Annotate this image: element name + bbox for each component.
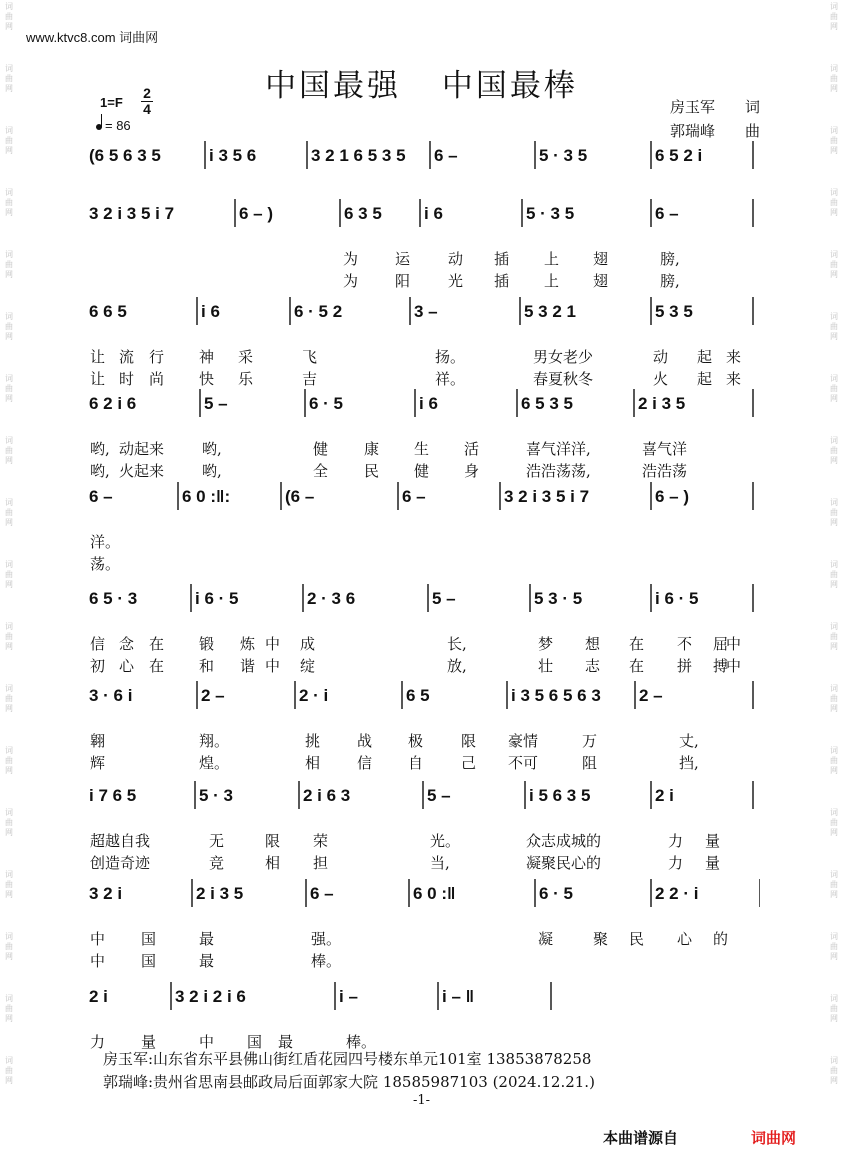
lyric-word: 洋。 <box>90 533 121 551</box>
address-lyricist: 房玉军:山东省东平县佛山街红盾花园四号楼东单元101室 13853878258 <box>103 1050 592 1068</box>
composer-role: 曲 <box>744 122 760 140</box>
lyric-word: 康 <box>364 440 380 458</box>
lyric-line <box>85 752 760 774</box>
lyric-word: 想 <box>585 635 601 653</box>
watermark-text: 词 曲 网 <box>5 2 13 31</box>
watermark-text: 词 曲 网 <box>830 1056 838 1085</box>
lyric-word: 光。 <box>430 832 461 850</box>
lyric-word: 喜气洋洋, <box>526 440 591 458</box>
measure: 5 – <box>432 589 456 608</box>
measure: 2 i <box>655 786 674 805</box>
watermark-text: 词 曲 网 <box>830 994 838 1023</box>
lyric-word: 翔。 <box>199 732 230 750</box>
lyric-word: 限 <box>265 832 281 850</box>
watermark-text: 词 曲 网 <box>830 622 838 651</box>
lyric-word: 来 <box>726 370 742 388</box>
lyric-word: 丈, <box>679 732 699 750</box>
watermark-text: 词 曲 网 <box>830 436 838 465</box>
watermark-text: 词 曲 网 <box>830 808 838 837</box>
key-signature: 1=F <box>100 95 123 110</box>
measure: 6 2 i 6 <box>89 394 137 413</box>
lyric-word: 最 <box>199 930 215 948</box>
lyric-word: 在 <box>149 657 165 675</box>
notation-line <box>85 983 760 1017</box>
measure: 3 2 i 3 5 i 7 <box>504 487 590 506</box>
address-composer: 郭瑞峰:贵州省思南县邮政局后面郭家大院 18585987103 (2024.12.21.) <box>103 1073 595 1091</box>
measure: i 3 5 6 5 6 3 <box>511 686 601 705</box>
lyric-word: 不可 <box>508 754 539 772</box>
lyric-line <box>85 950 760 972</box>
lyric-word: 浩浩荡 <box>642 462 688 480</box>
watermark-text: 词 曲 网 <box>5 312 13 341</box>
lyric-word: 豪情 <box>508 732 539 750</box>
measure: (6 – <box>285 487 315 506</box>
measure: 2 i 6 3 <box>303 786 351 805</box>
measure: 6 – <box>310 884 334 903</box>
lyric-word: 量 <box>705 854 721 872</box>
lyricist-name: 房玉军 <box>670 98 716 116</box>
lyric-word: 扬。 <box>435 348 466 366</box>
lyric-line <box>85 531 760 553</box>
measure: 6 3 5 <box>344 204 382 223</box>
lyric-line <box>85 830 760 852</box>
measure: 5 · 3 <box>199 786 234 805</box>
composer-name: 郭瑞峰 <box>670 122 716 140</box>
lyric-word: 民 <box>629 930 645 948</box>
measure: 3 2 i <box>89 884 123 903</box>
notation-line <box>85 585 760 619</box>
lyric-word: 凝 <box>538 930 554 948</box>
measure: 5 3 5 <box>655 302 693 321</box>
watermark-text: 词 曲 网 <box>830 64 838 93</box>
watermark-text: 词 曲 网 <box>5 64 13 93</box>
lyric-word: 光 <box>448 272 464 290</box>
lyric-word: 国 <box>247 1033 263 1051</box>
watermark-text: 词 曲 网 <box>5 126 13 155</box>
watermark-text: 词 曲 网 <box>830 746 838 775</box>
measure: 6 5 3 5 <box>521 394 573 413</box>
watermark-text: 词 曲 网 <box>830 2 838 31</box>
tempo-value: = 86 <box>105 118 131 133</box>
lyric-word: 哟, <box>202 440 222 458</box>
lyric-word: 超越自我 <box>90 832 151 850</box>
lyric-word: 健 <box>414 462 430 480</box>
lyric-word: 煌。 <box>199 754 230 772</box>
lyric-word: 在 <box>629 635 645 653</box>
measure: 2 – <box>639 686 663 705</box>
measure: i 6 <box>201 302 220 321</box>
measure: 5 3 · 5 <box>534 589 583 608</box>
lyric-line <box>85 460 760 482</box>
lyric-word: 乐 <box>238 370 254 388</box>
watermark-text: 词 曲 网 <box>5 1056 13 1085</box>
lyric-word: 膀, <box>660 250 680 268</box>
lyric-word: 采 <box>238 348 254 366</box>
lyric-word: 念 <box>119 635 135 653</box>
measure: 6 5 · 3 <box>89 589 138 608</box>
lyric-word: 挡, <box>679 754 699 772</box>
measure: i 3 5 6 <box>209 146 257 165</box>
lyric-word: 的 <box>713 930 729 948</box>
lyric-word: 上 <box>544 272 560 290</box>
lyric-word: 活 <box>464 440 480 458</box>
lyric-word: 相 <box>265 854 281 872</box>
measure: 2 i 3 5 <box>196 884 244 903</box>
lyric-word: 力 <box>90 1033 106 1051</box>
lyric-word: 锻 <box>199 635 215 653</box>
lyric-word: 神 <box>199 348 215 366</box>
lyric-word: 战 <box>357 732 373 750</box>
notation-line <box>85 200 760 234</box>
lyric-word: 初 <box>90 657 106 675</box>
lyric-word: 时 <box>119 370 135 388</box>
lyric-word: 尚 <box>149 370 165 388</box>
time-signature <box>141 86 153 117</box>
lyric-line <box>85 655 760 677</box>
measure: i 6 <box>419 394 438 413</box>
lyric-line <box>85 346 760 368</box>
measure: 6 – ) <box>655 487 690 506</box>
lyric-word: 翅 <box>593 272 609 290</box>
lyric-word: 让 <box>90 370 106 388</box>
lyric-word: 辉 <box>90 754 106 772</box>
lyric-word: 拼 <box>677 657 693 675</box>
lyric-word: 插 <box>494 250 510 268</box>
lyric-word: 哟, <box>202 462 222 480</box>
measure: 2 i <box>89 987 108 1006</box>
lyric-word: 插 <box>494 272 510 290</box>
lyric-word: 创造奇迹 <box>90 854 151 872</box>
lyric-word: 凝聚民心的 <box>526 854 602 872</box>
lyric-word: 哟, <box>90 462 110 480</box>
notation-line <box>85 782 760 816</box>
lyric-word: 限 <box>461 732 477 750</box>
measure: i 6 · 5 <box>655 589 699 608</box>
lyric-word: 力 <box>668 832 684 850</box>
lyric-word: 自 <box>408 754 424 772</box>
lyric-word: 全 <box>313 462 329 480</box>
lyric-word: 当, <box>430 854 450 872</box>
lyric-line <box>85 270 760 292</box>
lyric-word: 为 <box>343 250 359 268</box>
watermark-text: 词 曲 网 <box>830 932 838 961</box>
lyric-word: 快 <box>199 370 215 388</box>
watermark-text: 词 曲 网 <box>5 870 13 899</box>
right-watermark-strip <box>825 0 843 1172</box>
lyric-word: 屈 <box>713 635 729 653</box>
lyric-word: 中 <box>265 657 281 675</box>
lyricist-credit <box>670 96 760 117</box>
lyric-word: 梦 <box>538 635 554 653</box>
lyric-word: 担 <box>313 854 329 872</box>
lyric-word: 搏 <box>713 657 729 675</box>
measure: 5 – <box>204 394 228 413</box>
song-title: 中国最强 中国最棒 <box>265 68 578 104</box>
measure: i – ‖ <box>442 987 475 1006</box>
lyric-word: 在 <box>149 635 165 653</box>
watermark-text: 词 曲 网 <box>5 374 13 403</box>
watermark-text: 词 曲 网 <box>830 498 838 527</box>
lyric-word: 谐 <box>240 657 256 675</box>
measure: 6 – <box>89 487 113 506</box>
lyric-word: 信 <box>357 754 373 772</box>
measure: 2 · 3 6 <box>307 589 356 608</box>
measure: 3 2 1 6 5 3 5 <box>311 146 406 165</box>
lyric-word: 众志成城的 <box>526 832 602 850</box>
lyric-word: 中 <box>726 657 742 675</box>
lyric-word: 在 <box>629 657 645 675</box>
lyric-word: 国 <box>141 930 157 948</box>
measure: i 6 <box>424 204 443 223</box>
watermark-text: 词 曲 网 <box>830 126 838 155</box>
lyric-word: 竞 <box>209 854 225 872</box>
lyric-word: 志 <box>585 657 601 675</box>
lyric-word: 中 <box>90 930 106 948</box>
left-watermark-strip <box>0 0 18 1172</box>
lyric-word: 吉 <box>302 370 318 388</box>
lyric-word: 翅 <box>593 250 609 268</box>
lyric-word: 最 <box>278 1033 294 1051</box>
lyric-word: 为 <box>343 272 359 290</box>
measure: 6 · 5 <box>539 884 574 903</box>
measure: 6 – <box>402 487 426 506</box>
lyric-word: 火起来 <box>119 462 165 480</box>
lyric-word: 心 <box>677 930 693 948</box>
lyric-word: 棒。 <box>346 1033 377 1051</box>
lyric-word: 行 <box>149 348 165 366</box>
lyric-word: 生 <box>414 440 430 458</box>
lyric-word: 起 <box>697 348 713 366</box>
watermark-text: 词 曲 网 <box>5 932 13 961</box>
measure: (6 5 6 3 5 <box>89 146 161 165</box>
time-signature-top: 2 <box>143 85 151 101</box>
lyric-word: 动 <box>653 348 669 366</box>
watermark-text: 词 曲 网 <box>5 188 13 217</box>
measure: 5 3 2 1 <box>524 302 576 321</box>
lyric-word: 挑 <box>305 732 321 750</box>
lyric-word: 来 <box>726 348 742 366</box>
measure: 2 – <box>201 686 225 705</box>
watermark-text: 词 曲 网 <box>5 498 13 527</box>
lyric-word: 和 <box>199 657 215 675</box>
watermark-text: 词 曲 网 <box>5 808 13 837</box>
source-label: 本曲谱源自 <box>603 1129 679 1147</box>
lyric-line <box>85 730 760 752</box>
lyric-word: 动起来 <box>119 440 165 458</box>
notation-line <box>85 142 760 176</box>
lyric-word: 动 <box>448 250 464 268</box>
lyric-word: 民 <box>364 462 380 480</box>
lyric-word: 信 <box>90 635 106 653</box>
notation-line <box>85 390 760 424</box>
lyric-word: 万 <box>582 732 598 750</box>
lyric-word: 健 <box>313 440 329 458</box>
measure: 5 · 3 5 <box>539 146 588 165</box>
watermark-text: 词 曲 网 <box>5 250 13 279</box>
lyric-word: 成 <box>300 635 316 653</box>
lyric-word: 祥。 <box>435 370 466 388</box>
lyric-word: 壮 <box>538 657 554 675</box>
lyric-line <box>85 852 760 874</box>
quarter-note-icon <box>96 124 102 130</box>
watermark-text: 词 曲 网 <box>830 374 838 403</box>
tempo-marking <box>96 118 131 133</box>
notation-line <box>85 682 760 716</box>
lyric-word: 长, <box>447 635 467 653</box>
watermark-text: 词 曲 网 <box>5 994 13 1023</box>
measure: i 6 · 5 <box>195 589 239 608</box>
measure: 5 · 3 5 <box>526 204 575 223</box>
lyric-word: 身 <box>464 462 480 480</box>
lyric-word: 放, <box>447 657 467 675</box>
lyric-line <box>85 553 760 575</box>
watermark-text: 词 曲 网 <box>830 188 838 217</box>
lyric-word: 国 <box>141 952 157 970</box>
lyric-line <box>85 438 760 460</box>
measure: i 5 6 3 5 <box>529 786 591 805</box>
watermark-text: 词 曲 网 <box>5 684 13 713</box>
lyric-word: 荡。 <box>90 555 121 573</box>
measure: 2 2 · i <box>655 884 699 903</box>
measure: 6 0 :‖ <box>413 884 456 903</box>
watermark-text: 词 曲 网 <box>5 622 13 651</box>
lyric-word: 飞 <box>302 348 318 366</box>
watermark-text: 词 曲 网 <box>5 746 13 775</box>
measure: i 7 6 5 <box>89 786 137 805</box>
lyric-word: 浩浩荡荡, <box>526 462 591 480</box>
measure: 6 5 <box>406 686 430 705</box>
watermark-text: 词 曲 网 <box>5 436 13 465</box>
notation-line <box>85 483 760 517</box>
lyric-line <box>85 928 760 950</box>
measure: 6 – <box>655 204 679 223</box>
lyric-word: 荣 <box>313 832 329 850</box>
watermark-text: 词 曲 网 <box>830 312 838 341</box>
lyric-word: 最 <box>199 952 215 970</box>
source-site[interactable]: 词曲网 <box>751 1129 797 1147</box>
measure: 6 · 5 <box>309 394 344 413</box>
lyric-word: 翱 <box>90 732 106 750</box>
lyric-word: 中 <box>90 952 106 970</box>
watermark-text: 词 曲 网 <box>830 560 838 589</box>
measure: 6 – <box>434 146 458 165</box>
lyric-word: 中 <box>199 1033 215 1051</box>
lyric-word: 绽 <box>300 657 316 675</box>
lyric-word: 让 <box>90 348 106 366</box>
measure: 3 2 i 2 i 6 <box>175 987 246 1006</box>
lyric-word: 火 <box>653 370 669 388</box>
lyric-word: 极 <box>408 732 424 750</box>
lyric-word: 哟, <box>90 440 110 458</box>
watermark-text: 词 曲 网 <box>830 870 838 899</box>
lyric-word: 男女老少 <box>533 348 594 366</box>
composer-credit <box>670 120 760 141</box>
lyric-word: 聚 <box>593 930 609 948</box>
measure: 2 · i <box>299 686 329 705</box>
measure: 6 6 5 <box>89 302 127 321</box>
lyric-word: 强。 <box>311 930 342 948</box>
measure: 3 2 i 3 5 i 7 <box>89 204 175 223</box>
watermark-text: 词 曲 网 <box>830 250 838 279</box>
lyric-word: 量 <box>705 832 721 850</box>
page-number: -1- <box>412 1093 431 1108</box>
lyric-word: 己 <box>461 754 477 772</box>
time-signature-bottom: 4 <box>143 101 151 117</box>
lyric-word: 心 <box>119 657 135 675</box>
measure: 6 – ) <box>239 204 274 223</box>
measure: 3 – <box>414 302 438 321</box>
lyric-word: 运 <box>395 250 411 268</box>
lyric-word: 相 <box>305 754 321 772</box>
lyric-word: 不 <box>677 635 693 653</box>
measure: 2 i 3 5 <box>638 394 686 413</box>
lyric-word: 喜气洋 <box>642 440 688 458</box>
lyric-word: 炼 <box>240 635 256 653</box>
lyric-word: 流 <box>119 348 135 366</box>
notation-line <box>85 880 760 914</box>
notation-line <box>85 298 760 332</box>
measure: 6 · 5 2 <box>294 302 343 321</box>
lyric-word: 上 <box>544 250 560 268</box>
lyric-line <box>85 248 760 270</box>
lyric-word: 无 <box>209 832 225 850</box>
site-url[interactable]: www.ktvc8.com 词曲网 <box>26 30 159 45</box>
watermark-text: 词 曲 网 <box>830 684 838 713</box>
measure: 3 · 6 i <box>89 686 133 705</box>
lyric-line <box>85 633 760 655</box>
lyric-word: 起 <box>697 370 713 388</box>
measure: 6 0 :‖: <box>182 487 231 506</box>
lyricist-role: 词 <box>744 98 760 116</box>
measure: 6 5 2 i <box>655 146 703 165</box>
lyric-word: 力 <box>668 854 684 872</box>
lyric-word: 阻 <box>582 754 598 772</box>
lyric-word: 阳 <box>395 272 411 290</box>
lyric-word: 中 <box>726 635 742 653</box>
measure: 5 – <box>427 786 451 805</box>
lyric-word: 棒。 <box>311 952 342 970</box>
lyric-word: 中 <box>265 635 281 653</box>
watermark-text: 词 曲 网 <box>5 560 13 589</box>
measure: i – <box>339 987 358 1006</box>
lyric-word: 膀, <box>660 272 680 290</box>
lyric-word: 量 <box>141 1033 157 1051</box>
lyric-word: 春夏秋冬 <box>533 370 594 388</box>
